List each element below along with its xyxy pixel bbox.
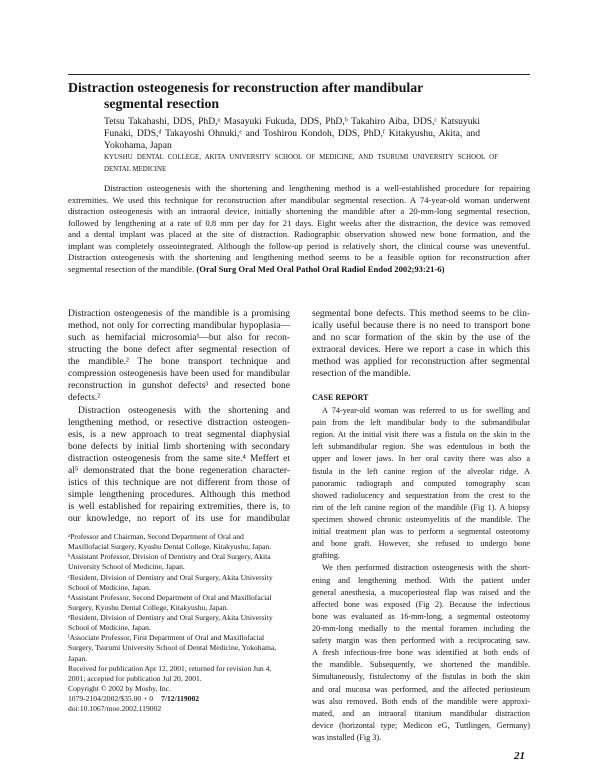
body-text-line: esis, is a new approach to treat segmental diaphysial	[68, 429, 290, 440]
paragraph	[312, 562, 530, 744]
case-report-line: and oral mucosa was performed, and the affected periosteum	[312, 684, 530, 694]
case-report-line: rim of the left canine region of the mandible (Fig 1). A biopsy	[312, 502, 530, 512]
body-text-line: Distraction osteogenesis of the mandible is a promising	[68, 309, 290, 319]
body-text-line: such as hemifacial microsomia¹—but also for recon-	[68, 333, 290, 344]
footnote-line: University School of Medicine, Japan.	[68, 562, 185, 572]
body-text-line: the mandible.² The bone transport technique and	[68, 357, 290, 368]
case-report-line: device (horizontal type; Medicon eG, Tuttlingen, Germany)	[312, 720, 530, 730]
footnote-line: School of Medicine, Japan.	[68, 582, 151, 592]
abstract-line: extremities. We used this technique for reconstruction after mandibular segmental resection. A 74-year-old woman underwent	[68, 194, 530, 205]
case-report-line: 20-mm-long medially to the mental foramen including the	[312, 623, 530, 633]
paragraph	[68, 308, 290, 405]
abstract-line: Distraction osteogenesis with the shortening and lengthening method is a well-established procedure for repairing	[104, 183, 530, 193]
body-text-line: is well established for repairing extremities, there is, to	[68, 502, 290, 512]
author-line: Tetsu Takahashi, DDS, PhD,ᵃ Masayuki Fukuda, DDS, PhD,ᵇ Takahiro Aiba, DDS,ᶜ Katsuyuki	[104, 116, 480, 127]
footnote-line: ᵈAssistant Professor, Second Department of Oral and Maxillofacial	[68, 592, 272, 602]
top-rule	[68, 74, 530, 75]
body-text-line: istics of this technique are not different from those of	[68, 477, 290, 488]
article-code: 7/12/119002	[161, 694, 200, 703]
abstract-last-text: segmental resection of the mandible.	[68, 263, 195, 274]
affiliation-line: KYUSHU DENTAL COLLEGE, AKITA UNIVERSITY SCHOOL OF MEDICINE, AND TSURUMI UNIVERSITY SCHOOL OF	[104, 154, 498, 161]
footnote-line: Japan.	[68, 653, 88, 663]
case-report-line: left submandibular region. She was edentulous in both the	[312, 442, 530, 452]
title-line: segmental resection	[104, 96, 220, 111]
author-line: Funaki, DDS,ᵈ Takayoshi Ohnuki,ᵉ and Toshirou Kondoh, DDS, PhD,ᶠ Kitakyushu, Akita, and	[104, 128, 480, 139]
case-report-line: upper and lower jaws. In her oral cavity there was also a	[312, 454, 530, 464]
case-report-line: ening and lengthening method. With the patient under	[312, 575, 530, 585]
footnote-line: ᶜResident, Division of Dentistry and Oral Surgery, Akita University	[68, 572, 273, 582]
abstract	[68, 183, 530, 276]
case-report-line: specimen showed chronic osteomyelitis of the mandible. The	[312, 514, 530, 524]
case-report-line: We then performed distraction osteogenesis with the short-	[322, 563, 530, 573]
body-text-line: our knowledge, no report of its use for mandibular	[68, 514, 290, 525]
intro-left-column	[68, 308, 290, 525]
paragraph	[68, 633, 290, 663]
body-text-line: ically useful because there is no need to transport bone	[312, 321, 530, 332]
case-report-line: panoramic radiograph and computed tomography scan	[312, 478, 530, 488]
paragraph	[68, 593, 290, 613]
body-text-line: and no scar formation of the skin by the use of the	[312, 333, 530, 344]
affiliation-line: DENTAL MEDICINE	[104, 166, 167, 173]
footnote-line: Copyright © 2002 by Mosby, Inc.	[68, 683, 171, 693]
body-text-line: defects.²	[68, 393, 101, 404]
case-report-line: and bone graft. However, she refused to undergo bone	[312, 539, 530, 549]
case-report-line: grafting.	[312, 551, 340, 561]
title-line: Distraction osteogenesis for reconstruction after mandibular	[68, 80, 424, 95]
case-report-line: was also removed. Both ends of the mandible were approxi-	[312, 696, 530, 706]
case-report-line: safety margin was then performed with a reciprocating saw.	[312, 636, 530, 646]
abstract-line: distraction osteogenesis with an intraoral device, initially shortening the mandible after a 20-mm-long segmental resection,	[68, 206, 530, 217]
body-text-line: al⁵ demonstrated that the bone regeneration character-	[68, 465, 290, 476]
body-text-line: compression osteogenesis have been used for mandibular	[68, 369, 290, 380]
paragraph	[104, 116, 480, 152]
citation: (Oral Surg Oral Med Oral Pathol Oral Radiol Endod 2002;93:21-6)	[196, 263, 445, 274]
case-report-line: general anesthesia, a mucoperiosteal flap was raised and the	[312, 587, 530, 597]
footnote-list	[68, 532, 290, 694]
body-text-line: distraction osteogenesis from the same site.⁴ Meffert et	[68, 453, 290, 464]
case-report-line: pain from the left mandibular body to the submandibular	[312, 418, 530, 428]
issn: 1079-2104/2002/$35.00 + 0	[68, 694, 154, 703]
case-report-line: initial treatment plan was to perform a segmental osteotomy	[312, 527, 530, 537]
case-report-body	[312, 405, 530, 744]
case-report-line: showed radiolucency and sequestration from the crest to the	[312, 490, 530, 500]
doi: doi:10.1067/moe.2002.119002	[68, 704, 162, 714]
case-report-line: fistula in the left canine region of the alveolar ridge. A	[312, 466, 530, 476]
paragraph	[312, 308, 530, 380]
article-title	[68, 80, 423, 112]
paragraph	[68, 183, 530, 264]
body-text-line: method, not only for correcting mandibular hypoplasia—	[68, 321, 290, 332]
case-report-line: was installed (Fig 3).	[312, 732, 382, 742]
page-number: 21	[514, 750, 525, 762]
case-report-line: the mandible. Subsequently, we shortened the mandible.	[312, 660, 530, 670]
body-text-line: resection of the mandible.	[312, 369, 411, 380]
body-text-line: extraoral devices. Here we report a case in which this	[312, 345, 530, 356]
body-text-line: structing the bone defect after segmental resection of	[68, 345, 290, 356]
footnote-line: ᵉResident, Division of Dentistry and Oral Surgery, Akita University	[68, 613, 273, 622]
body-text-line: Distraction osteogenesis with the shortening and	[78, 405, 290, 416]
footnote-line: Received for publication Apr 12, 2001; returned for revision Jun 4,	[68, 663, 272, 673]
body-text-line: method was applied for reconstruction after segmental	[312, 357, 530, 368]
case-report-heading: CASE REPORT	[312, 393, 369, 402]
paragraph	[68, 405, 290, 526]
case-report-line: bone was evaluated as 16-mm-long, a segmental osteotomy	[312, 611, 530, 621]
body-text-line: bone defects by initial limb shortening with secondary	[68, 441, 290, 452]
paragraph	[68, 532, 290, 552]
paragraph	[312, 405, 530, 562]
paragraph	[68, 684, 290, 694]
case-report-line: mated, and an intraoral titanium mandibular distraction	[312, 708, 530, 718]
footnote-line: ᵃProfessor and Chairman, Second Department of Oral and	[68, 532, 244, 541]
paragraph	[104, 152, 498, 176]
body-text-line: simple lengthening procedures. Although this method	[68, 489, 290, 500]
footnote-line: Surgery, Kyushu Dental College, Kitakyushu, Japan.	[68, 602, 229, 612]
abstract-line	[68, 264, 530, 276]
author-line: Yokohama, Japan	[104, 140, 172, 151]
footnote-line: School of Medicine, Japan.	[68, 623, 151, 633]
case-report-line: affected bone was exposed (Fig 2). Because the infectious	[312, 599, 530, 609]
paragraph	[68, 613, 290, 633]
case-report-line: A fresh infectious-free bone was identified at both ends of	[312, 648, 530, 658]
footnote-line: Surgery, Tsurumi University School of Dental Medicine, Yokohama,	[68, 643, 277, 653]
footnote-line: ᵇAssistant Professor, Division of Dentistry and Oral Surgery, Akita	[68, 552, 271, 562]
issn-line	[68, 694, 290, 704]
body-text-line: segmental bone defects. This method seems to be clin-	[312, 309, 530, 319]
paragraph	[68, 552, 290, 572]
case-report-line: Simultaneously, fistulectomy of the fistulas in both the skin	[312, 672, 530, 682]
abstract-body	[68, 183, 530, 264]
intro-right-column	[312, 308, 530, 380]
footnotes	[68, 532, 290, 714]
body-text-line: lengthening method, or resective distraction osteogen-	[68, 417, 290, 428]
abstract-line: and a dental implant was placed at the site of distraction. Radiographic observation showed new bone formation, and the	[68, 229, 530, 240]
paragraph	[68, 573, 290, 593]
footnote-line: ᶠAssociate Professor, First Department of Oral and Maxillofacial	[68, 633, 265, 643]
author-list	[104, 116, 480, 152]
abstract-line: followed by lengthening at a rate of 0.8 mm per day for 21 days. Eight weeks after the distraction, the device was removed	[68, 217, 530, 228]
abstract-line: implant was completely osseointegrated. Although the follow-up period is relatively short, the clinical course was uneventful.	[68, 240, 530, 251]
case-report-line: A 74-year-old woman was referred to us for swelling and	[322, 406, 530, 415]
paragraph	[68, 664, 290, 684]
footnote-line: 2001; accepted for publication Jul 20, 2001.	[68, 673, 202, 683]
body-text-line: reconstruction in gunshot defects³ and resected bone	[68, 381, 290, 392]
abstract-line: Distraction osteogenesis with the shortening and lengthening method seems to be a feasible option for reconstruction after	[68, 252, 530, 263]
case-report-line: region. At the initial visit there was a fistula on the skin in the	[312, 430, 530, 440]
footnote-line: Maxillofacial Surgery, Kyushu Dental College, Kitakyushu, Japan.	[68, 542, 272, 552]
affiliation	[104, 152, 498, 176]
